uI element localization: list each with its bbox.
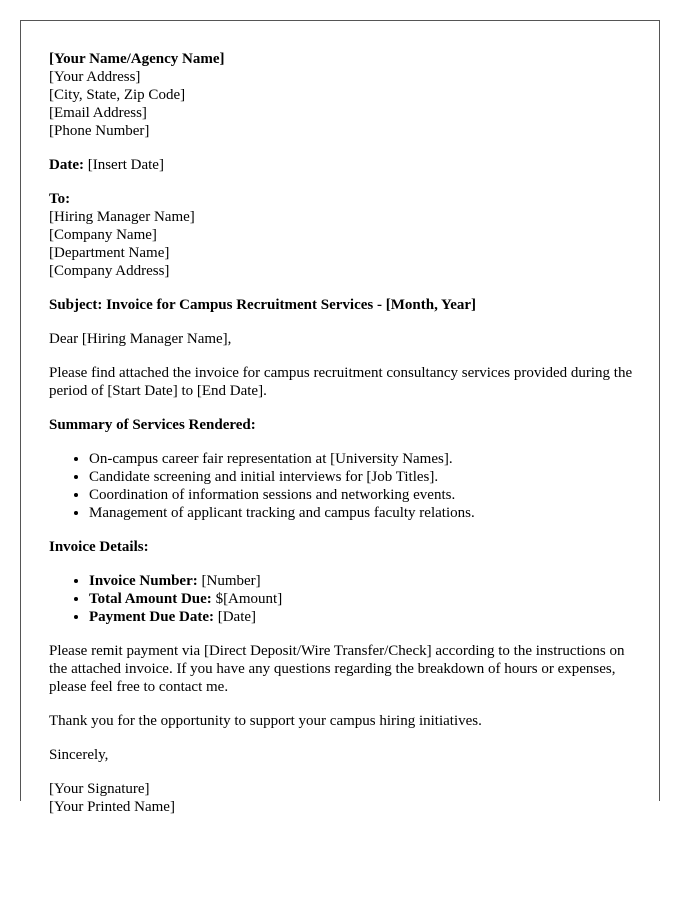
closing: Sincerely, bbox=[49, 747, 109, 763]
sender-phone: [Phone Number] bbox=[49, 123, 150, 139]
list-item bbox=[89, 608, 639, 626]
list-item bbox=[89, 572, 639, 590]
recipient-company: [Company Name] bbox=[49, 227, 157, 243]
printed-name: [Your Printed Name] bbox=[49, 799, 175, 815]
services-list bbox=[49, 450, 639, 522]
letter-content bbox=[49, 50, 639, 832]
list-item: • On-campus career fair representation at [University Names]. bbox=[89, 450, 639, 468]
greeting: Dear [Hiring Manager Name], bbox=[49, 331, 232, 347]
recipient-address: [Company Address] bbox=[49, 263, 170, 279]
invoice-number-label: Invoice Number: bbox=[89, 573, 198, 589]
subject-line: Subject: Invoice for Campus Recruitment Services - [Month, Year] bbox=[49, 297, 477, 313]
sender-name: [Your Name/Agency Name] bbox=[49, 51, 225, 67]
total-amount-value: $[Amount] bbox=[211, 591, 283, 607]
sender-address: [Your Address] bbox=[49, 69, 141, 85]
payment-note-paragraph: Please remit payment via [Direct Deposit/Wire Transfer/Check] according to the instructions on the attached invoice. If you have any questions regarding the breakdown of hours or expenses, please feel free to contact me. bbox=[49, 643, 625, 695]
payment-due-label: Payment Due Date: bbox=[89, 609, 214, 625]
date-label: Date: bbox=[49, 157, 84, 173]
thanks-paragraph: Thank you for the opportunity to support your campus hiring initiatives. bbox=[49, 713, 482, 729]
sender-block bbox=[49, 50, 639, 140]
intro-paragraph: Please find attached the invoice for campus recruitment consultancy services provided during the period of [Start Date] to [End Date]. bbox=[49, 365, 633, 399]
total-amount-label: Total Amount Due: bbox=[89, 591, 212, 607]
list-item: • Candidate screening and initial interviews for [Job Titles]. bbox=[89, 468, 639, 486]
date-line bbox=[49, 156, 639, 174]
recipient-block bbox=[49, 190, 639, 280]
signature-block bbox=[49, 780, 639, 816]
list-item bbox=[89, 590, 639, 608]
sender-city-state-zip: [City, State, Zip Code] bbox=[49, 87, 186, 103]
payment-due-value: [Date] bbox=[213, 609, 257, 625]
services-heading: Summary of Services Rendered: bbox=[49, 417, 256, 433]
date-value: [Insert Date] bbox=[83, 157, 164, 173]
sender-email: [Email Address] bbox=[49, 105, 147, 121]
recipient-name: [Hiring Manager Name] bbox=[49, 209, 195, 225]
invoice-heading: Invoice Details: bbox=[49, 539, 149, 555]
invoice-number-value: [Number] bbox=[197, 573, 261, 589]
list-item: • Management of applicant tracking and campus faculty relations. bbox=[89, 504, 639, 522]
recipient-label: To: bbox=[49, 191, 71, 207]
list-item: • Coordination of information sessions and networking events. bbox=[89, 486, 639, 504]
signature: [Your Signature] bbox=[49, 781, 150, 797]
invoice-details-list bbox=[49, 572, 639, 626]
letter-page bbox=[20, 20, 660, 815]
recipient-department: [Department Name] bbox=[49, 245, 170, 261]
